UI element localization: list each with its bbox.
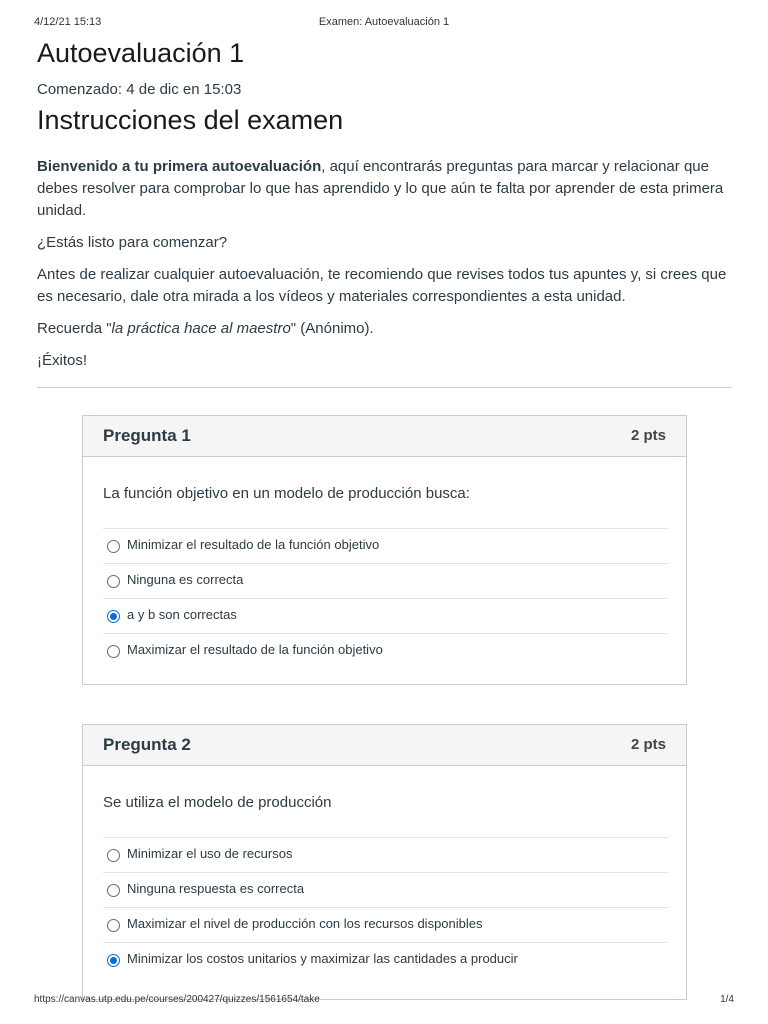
answer-label[interactable]: Minimizar los costos unitarios y maximizar las cantidades a producir (127, 951, 518, 966)
instructions-paragraph-quote (37, 318, 737, 340)
welcome-bold: Bienvenido a tu primera autoevaluación (37, 158, 322, 175)
divider (37, 387, 732, 388)
welcome-rest: , aquí encontrarás preguntas para marcar y relacionar que debes resolver para comprobar lo que has aprendido y lo que aún te falta por aprender de esta primera unidad. (37, 158, 724, 219)
question-header (83, 416, 686, 457)
answer-option[interactable] (103, 837, 668, 872)
print-document-title: Examen: Autoevaluación 1 (318, 16, 450, 28)
instructions-paragraph-welcome (37, 156, 737, 222)
radio-button[interactable] (107, 884, 120, 897)
answer-option[interactable] (103, 563, 668, 598)
answer-option[interactable] (103, 633, 668, 668)
started-time: Comenzado: 4 de dic en 15:03 (37, 81, 242, 98)
instructions-paragraph-success: ¡Éxitos! (37, 352, 88, 369)
question-name: Pregunta 1 (103, 426, 191, 445)
print-url: https://canvas.utp.edu.pe/courses/200427/quizzes/1561654/take (34, 994, 320, 1005)
answer-label[interactable]: Minimizar el uso de recursos (127, 846, 293, 861)
answer-label[interactable]: Maximizar el resultado de la función objetivo (127, 642, 383, 657)
radio-button[interactable] (107, 610, 120, 623)
question-text: La función objetivo en un modelo de producción busca: (103, 485, 470, 502)
radio-button[interactable] (107, 849, 120, 862)
print-footer (34, 994, 734, 1008)
question-points: 2 pts (630, 427, 666, 444)
question-1 (82, 415, 687, 685)
question-text: Se utiliza el modelo de producción (103, 794, 332, 811)
print-page-number: 1/4 (720, 994, 734, 1005)
answer-label[interactable]: Ninguna es correcta (127, 572, 244, 587)
answer-option[interactable] (103, 598, 668, 633)
answer-option[interactable] (103, 872, 668, 907)
answer-option[interactable] (103, 907, 668, 942)
question-points: 2 pts (630, 736, 666, 753)
radio-button[interactable] (107, 954, 120, 967)
answer-label[interactable]: Minimizar el resultado de la función objetivo (127, 537, 380, 552)
question-header (83, 725, 686, 766)
instructions-paragraph-ready: ¿Estás listo para comenzar? (37, 234, 228, 251)
print-datetime: 4/12/21 15:13 (34, 16, 102, 28)
quote-italic: la práctica hace al maestro (111, 320, 291, 337)
print-header (34, 16, 734, 30)
radio-button[interactable] (107, 645, 120, 658)
question-name: Pregunta 2 (103, 735, 191, 754)
answer-list (103, 837, 668, 977)
answer-label[interactable]: a y b son correctas (127, 607, 237, 622)
quote-pre: Recuerda " (37, 320, 112, 337)
instructions-paragraph-review: Antes de realizar cualquier autoevaluación, te recomiendo que revises todos tus apuntes y, si crees que es necesario, dale otra mirada a los vídeos y materiales correspondientes a esta unidad. (37, 266, 727, 305)
quote-post: " (Anónimo). (290, 320, 374, 337)
answer-label[interactable]: Ninguna respuesta es correcta (127, 881, 305, 896)
instructions-title: Instrucciones del examen (37, 105, 344, 135)
radio-button[interactable] (107, 575, 120, 588)
instructions-body (37, 156, 737, 382)
answer-list (103, 528, 668, 668)
radio-button[interactable] (107, 919, 120, 932)
quiz-title: Autoevaluación 1 (37, 38, 245, 68)
question-2 (82, 724, 687, 1000)
answer-option[interactable] (103, 528, 668, 563)
answer-label[interactable]: Maximizar el nivel de producción con los recursos disponibles (127, 916, 483, 931)
answer-option[interactable] (103, 942, 668, 977)
radio-button[interactable] (107, 540, 120, 553)
